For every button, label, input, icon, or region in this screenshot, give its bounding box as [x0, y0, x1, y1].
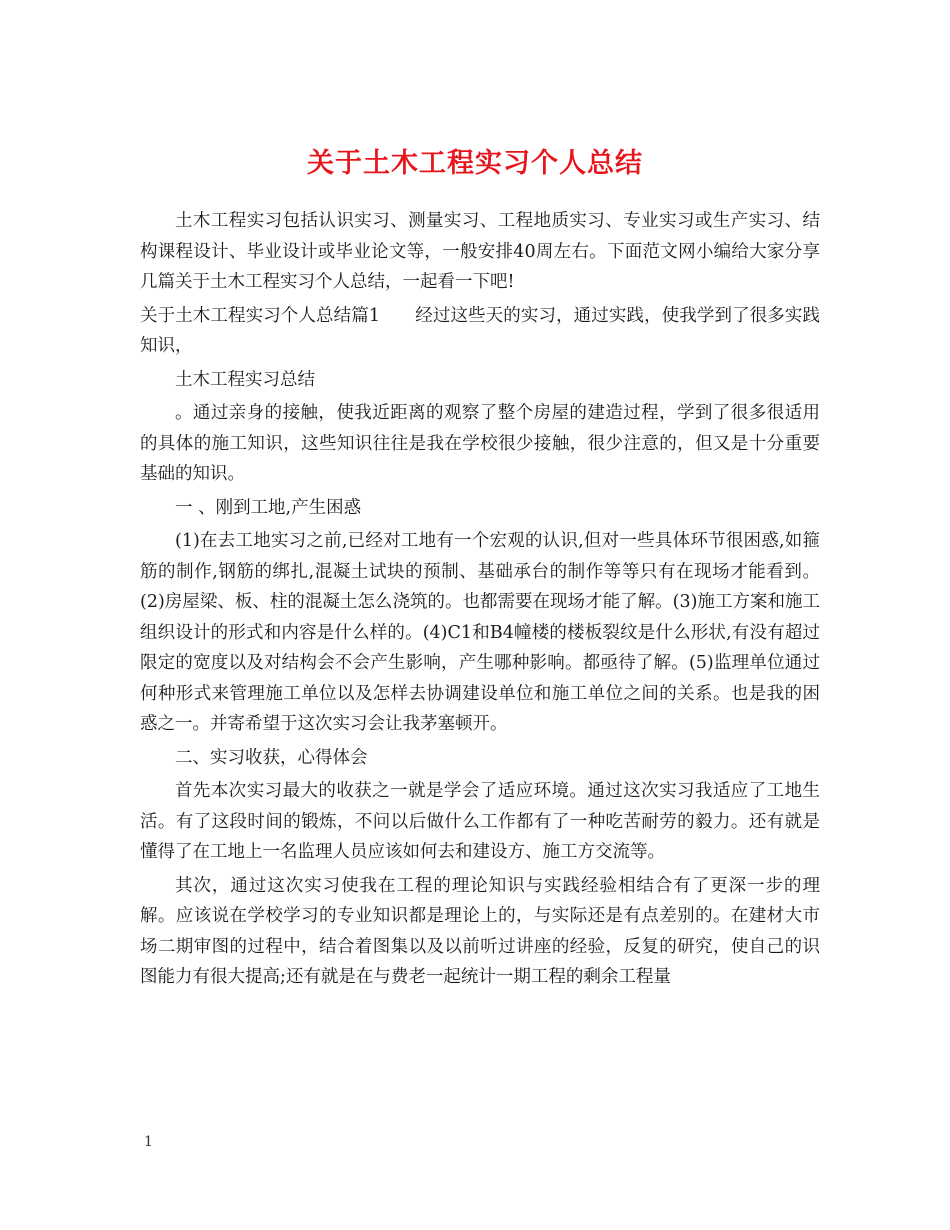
- heading-confusion: 一 、刚到工地,产生困惑: [175, 497, 362, 518]
- paragraph-gain-first: 首先本次实习最大的收获之一就是学会了适应环境。通过这次实习我适应了工地生活。有了这段时间的锻炼，不问以后做什么工作都有了一种吃苦耐劳的毅力。还有就是懂得了在工地上一名监理人员应该如何去和建设方、施工方交流等。: [140, 781, 820, 862]
- paragraph-experience: 。通过亲身的接触，使我近距离的观察了整个房屋的建造过程，学到了很多很适用的具体的施工知识，这些知识往往是我在学校很少接触，很少注意的，但又是十分重要基础的知识。: [140, 403, 820, 484]
- document-title: 关于土木工程实习个人总结: [307, 148, 643, 180]
- paragraph-gain-second: 其次，通过这次实习使我在工程的理论知识与实践经验相结合有了更深一步的理解。应该说在学校学习的专业知识都是理论上的，与实际还是有点差别的。在建材大市场二期审图的过程中，结合着图集以及以前听过讲座的经验，反复的研究，使自己的识图能力有很大提高;还有就是在与费老一起统计一期工程的剩余工程量: [140, 875, 820, 987]
- paragraph-section-title: 土木工程实习总结: [175, 369, 315, 390]
- document-body: [140, 206, 820, 996]
- paragraph-confusion-details: (1)在去工地实习之前,已经对工地有一个宏观的认识,但对一些具体环节很困惑,如箍筋的制作,钢筋的绑扎,混凝土试块的预制、基础承台的制作等等只有在现场才能看到。(2)房屋梁、板、柱的混凝土怎么浇筑的。也都需要在现场才能了解。(3)施工方案和施工组织设计的形式和内容是什么样的。(4)C1和B4幢楼的楼板裂纹是什么形状,有没有超过限定的宽度以及对结构会不会产生影响，产生哪种影响。都亟待了解。(5)监理单位通过何种形式来管理施工单位以及怎样去协调建设单位和施工单位之间的关系。也是我的困惑之一。并寄希望于这次实习会让我茅塞顿开。: [140, 531, 820, 734]
- page-number: 1: [144, 1134, 153, 1150]
- paragraph-article-1-start: 关于土木工程实习个人总结篇1 经过这些天的实习，通过实践，使我学到了很多实践知识，: [140, 305, 820, 356]
- paragraph-intro: 土木工程实习包括认识实习、测量实习、工程地质实习、专业实习或生产实习、结构课程设计、毕业设计或毕业论文等，一般安排40周左右。下面范文网小编给大家分享几篇关于土木工程实习个人总结，一起看一下吧!: [140, 211, 820, 292]
- heading-gains: 二、实习收获，心得体会: [175, 747, 368, 768]
